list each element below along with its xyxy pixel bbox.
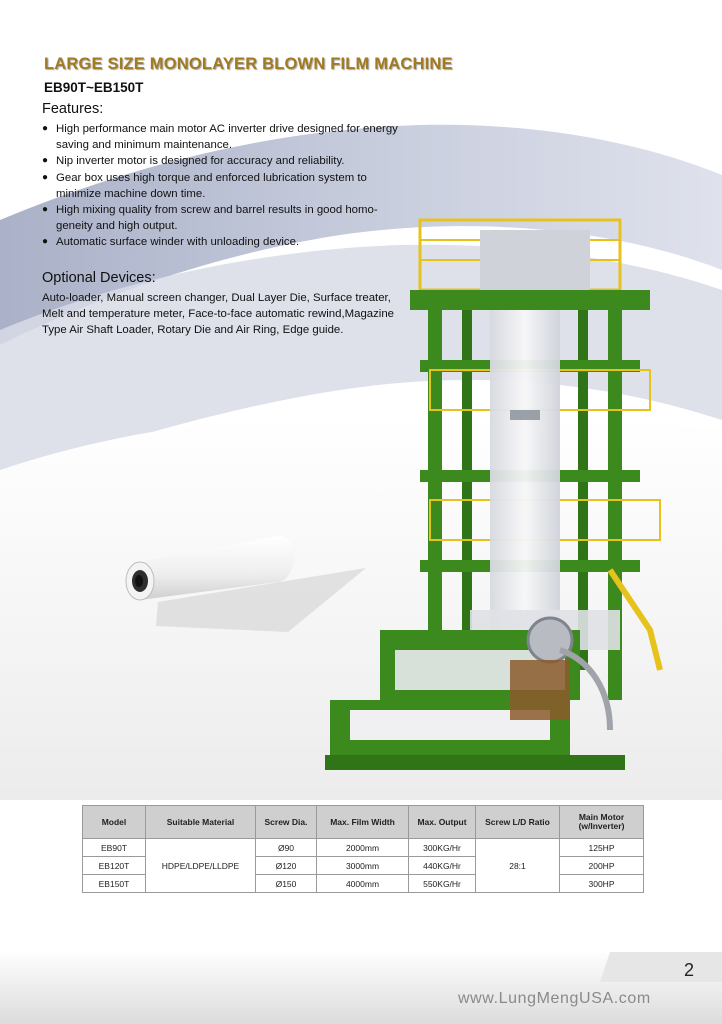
header-model: Model xyxy=(83,806,146,839)
cell-model: EB150T xyxy=(83,875,146,893)
feature-item: ● Automatic surface winder with unloading device. xyxy=(42,234,412,250)
header-screw-dia: Screw Dia. xyxy=(256,806,317,839)
cell-film-width: 3000mm xyxy=(317,857,409,875)
cell-model: EB90T xyxy=(83,839,146,857)
feature-item: ● High mixing quality from screw and barrel results in good homo-geneity and high output. xyxy=(42,202,412,234)
table-header-row xyxy=(83,806,644,839)
cell-main-motor: 200HP xyxy=(560,857,644,875)
header-output: Max. Output xyxy=(409,806,476,839)
cell-output: 300KG/Hr xyxy=(409,839,476,857)
optional-devices-heading: Optional Devices: xyxy=(42,270,156,286)
cell-material: HDPE/LDPE/LLDPE xyxy=(146,839,256,893)
header-film-width: Max. Film Width xyxy=(317,806,409,839)
cell-screw-dia: Ø150 xyxy=(256,875,317,893)
cell-film-width: 2000mm xyxy=(317,839,409,857)
cell-ld-ratio: 28:1 xyxy=(476,839,560,893)
cell-main-motor: 125HP xyxy=(560,839,644,857)
page-number: 2 xyxy=(684,960,695,980)
optional-devices-text: Auto-loader, Manual screen changer, Dual Layer Die, Surface treater, Melt and temperature meter, Face-to-face automatic rewind,Magazine Type Air Shaft Loader, Rotary Die and Air Ring, Edge guide. xyxy=(42,292,395,337)
page-title: LARGE SIZE MONOLAYER BLOWN FILM MACHINE xyxy=(44,55,453,73)
website-url[interactable]: www.LungMengUSA.com xyxy=(458,990,651,1007)
header-main-motor-line2: (w/Inverter) xyxy=(578,821,625,831)
cell-screw-dia: Ø90 xyxy=(256,839,317,857)
header-ld-ratio: Screw L/D Ratio xyxy=(476,806,560,839)
cell-output: 440KG/Hr xyxy=(409,857,476,875)
feature-item: ● Nip inverter motor is designed for accuracy and reliability. xyxy=(42,153,412,169)
feature-item: ● High performance main motor AC inverter drive designed for energy saving and minimum maintenance. xyxy=(42,121,412,153)
cell-model: EB120T xyxy=(83,857,146,875)
feature-item: ● Gear box uses high torque and enforced lubrication system to minimize machine down time. xyxy=(42,170,412,202)
model-range: EB90T~EB150T xyxy=(44,80,144,95)
cell-screw-dia: Ø120 xyxy=(256,857,317,875)
cell-main-motor: 300HP xyxy=(560,875,644,893)
spec-table xyxy=(82,805,644,893)
header-main-motor xyxy=(560,806,644,839)
cell-output: 550KG/Hr xyxy=(409,875,476,893)
features-heading: Features: xyxy=(42,101,104,117)
table-row xyxy=(83,839,644,857)
cell-film-width: 4000mm xyxy=(317,875,409,893)
header-main-motor-line1: Main Motor xyxy=(578,812,625,822)
blown-film-machine-illustration xyxy=(310,210,680,780)
header-material: Suitable Material xyxy=(146,806,256,839)
